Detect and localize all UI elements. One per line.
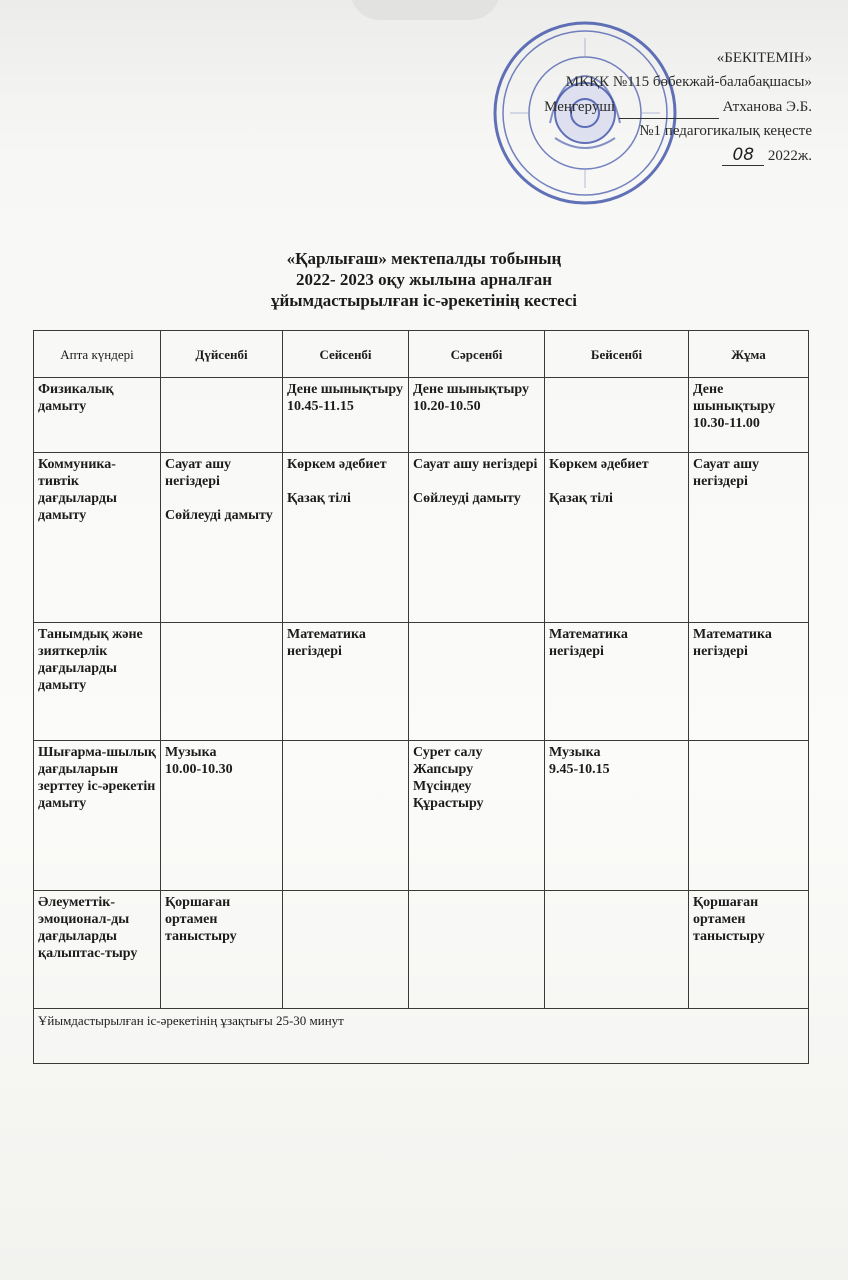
schedule-cell	[409, 453, 545, 623]
row-label: Шығарма-шылық дағдыларын зерттеу іс-әрекетін дамыту	[34, 741, 161, 891]
schedule-cell	[545, 378, 689, 453]
cell-line: Сауат ашу негіздері	[413, 457, 538, 472]
cell-line: Сөйлеуді дамыту	[165, 508, 273, 523]
schedule-cell	[689, 453, 809, 623]
schedule-cell	[409, 741, 545, 891]
approval-manager	[544, 94, 812, 119]
schedule-cell	[545, 623, 689, 741]
cell-line	[165, 490, 278, 507]
cell-line: Сурет салу	[413, 745, 483, 760]
title-line-3: ұйымдастырылған іс-әрекетінің кестесі	[270, 291, 578, 310]
schedule-cell	[161, 378, 283, 453]
table-row	[34, 741, 809, 891]
cell-line	[413, 473, 540, 490]
table-row	[34, 378, 809, 453]
schedule-table	[33, 330, 809, 1064]
schedule-cell	[161, 623, 283, 741]
cell-line: Қазақ тілі	[549, 491, 613, 506]
schedule-cell	[689, 623, 809, 741]
cell-line: Сауат ашу негіздері	[165, 457, 232, 489]
cell-line: Қазақ тілі	[287, 491, 351, 506]
row-label: Танымдық және зияткерлік дағдыларды дамыту	[34, 623, 161, 741]
table-row	[34, 891, 809, 1009]
schedule-cell	[689, 741, 809, 891]
cell-line: Математика негіздері	[287, 627, 366, 659]
manager-prefix: Меңгеруші	[544, 99, 616, 115]
cell-line: Музыка	[165, 745, 217, 760]
cell-line: 10.45-11.15	[287, 399, 354, 414]
cell-line: Математика негіздері	[693, 627, 772, 659]
schedule-cell	[283, 891, 409, 1009]
cell-line: Музыка	[549, 745, 601, 760]
cell-line: Математика негіздері	[549, 627, 628, 659]
schedule-cell	[283, 741, 409, 891]
approval-year: 2022ж.	[767, 148, 812, 164]
cell-line: Мүсіндеу	[413, 779, 472, 794]
approval-date	[544, 143, 812, 168]
schedule-cell	[689, 891, 809, 1009]
cell-line: Сөйлеуді дамыту	[413, 491, 521, 506]
cell-line: 10.20-10.50	[413, 399, 481, 414]
footer-row	[34, 1009, 809, 1064]
approval-council: №1 педагогикалық кеңесте	[639, 123, 812, 139]
cell-line: Көркем әдебиет	[549, 457, 649, 472]
cell-line: Жапсыру	[413, 762, 474, 777]
header-row	[34, 331, 809, 378]
approval-org: МКҚК №115 бөбекжай-балабақшасы»	[565, 74, 812, 90]
cell-line: 10.00-10.30	[165, 762, 233, 777]
row-label: Физикалық дамыту	[34, 378, 161, 453]
schedule-cell	[409, 891, 545, 1009]
schedule-cell	[283, 453, 409, 623]
schedule-cell	[545, 741, 689, 891]
cell-line: 9.45-10.15	[549, 762, 610, 777]
table-row	[34, 453, 809, 623]
cell-line	[287, 473, 404, 490]
header-cell: Жұма	[689, 331, 809, 378]
cell-line: Дене шынықтыру	[413, 382, 530, 397]
cell-line: Көркем әдебиет	[287, 457, 387, 472]
row-label: Коммуника-тивтік дағдыларды дамыту	[34, 453, 161, 623]
schedule-cell	[409, 623, 545, 741]
table-row	[34, 623, 809, 741]
date-handwritten: 08	[722, 145, 764, 166]
cell-line: Сауат ашу негіздері	[693, 457, 760, 489]
cell-line: Дене шынықтыру	[693, 382, 776, 414]
approval-block	[544, 46, 812, 168]
row-label: Әлеуметтік-эмоционал-ды дағдыларды қалыптас-тыру	[34, 891, 161, 1009]
header-cell: Дүйсенбі	[161, 331, 283, 378]
schedule-cell	[161, 453, 283, 623]
cell-line	[549, 473, 684, 490]
schedule-cell	[283, 378, 409, 453]
paper-shadow	[350, 0, 500, 20]
schedule-cell	[545, 891, 689, 1009]
schedule-cell	[545, 453, 689, 623]
header-cell: Апта күндері	[34, 331, 161, 378]
header-cell: Сейсенбі	[283, 331, 409, 378]
document-title	[0, 248, 848, 311]
schedule-cell	[409, 378, 545, 453]
schedule-cell	[283, 623, 409, 741]
header-cell: Бейсенбі	[545, 331, 689, 378]
manager-name: Атханова Э.Б.	[722, 99, 812, 115]
signature-line	[619, 94, 719, 119]
header-cell: Сәрсенбі	[409, 331, 545, 378]
cell-line: Дене шынықтыру	[287, 382, 404, 397]
cell-line: 10.30-11.00	[693, 416, 760, 431]
title-line-2: 2022- 2023 оқу жылына арналған	[295, 270, 553, 289]
schedule-cell	[689, 378, 809, 453]
title-line-1: «Қарлығаш» мектепалды тобының	[286, 249, 562, 268]
cell-line: Қоршаған ортамен таныстыру	[165, 895, 237, 944]
duration-note: Ұйымдастырылған іс-әрекетінің ұзақтығы 25-30 минут	[34, 1009, 809, 1064]
schedule-cell	[161, 741, 283, 891]
schedule-cell	[161, 891, 283, 1009]
approval-header: «БЕКІТЕМІН»	[716, 50, 812, 66]
cell-line: Қоршаған ортамен таныстыру	[693, 895, 765, 944]
cell-line: Құрастыру	[413, 796, 484, 811]
